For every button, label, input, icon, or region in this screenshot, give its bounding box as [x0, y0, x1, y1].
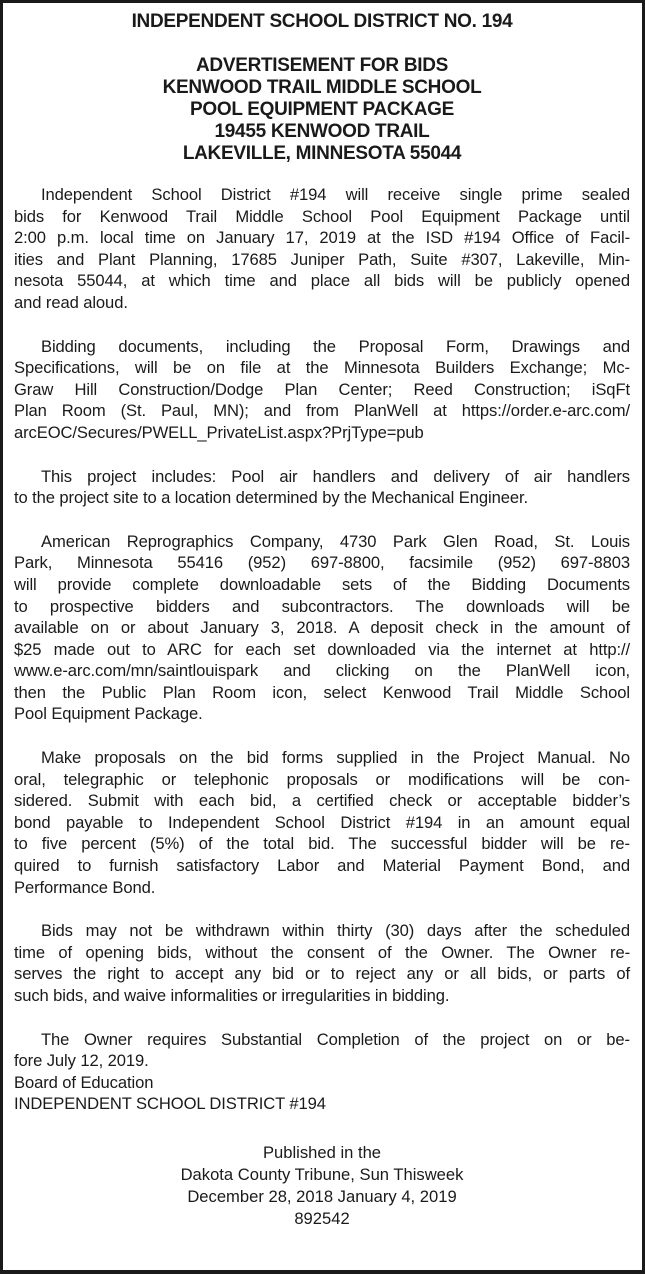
paragraph-line: arcEOC/Secures/PWELL_PrivateList.aspx?PrjType=pub — [14, 422, 424, 442]
paragraph-line: bids for Kenwood Trail Middle School Pool Equipment Package until — [14, 206, 630, 226]
paragraph-line: to five percent (5%) of the total bid. The successful bidder will be re- — [14, 834, 630, 854]
paragraph — [14, 184, 630, 314]
publication-id: 892542 — [294, 1208, 350, 1228]
publication-line: December 28, 2018 January 4, 2019 — [187, 1186, 457, 1206]
paragraph-line: Bids may not be withdrawn within thirty (30) days after the scheduled — [41, 921, 630, 941]
publication-line: Dakota County Tribune, Sun Thisweek — [180, 1164, 464, 1184]
paragraph-line: Specifications, will be on file at the Minnesota Builders Exchange; Mc- — [14, 358, 630, 378]
paragraph-line: 2:00 p.m. local time on January 17, 2019 at the ISD #194 Office of Facil- — [14, 228, 630, 248]
heading-line: LAKEVILLE, MINNESOTA 55044 — [182, 143, 462, 164]
district-title: INDEPENDENT SCHOOL DISTRICT NO. 194 — [131, 11, 513, 32]
closing — [14, 1029, 630, 1115]
paragraph-line: then the Public Plan Room icon, select Kenwood Trail Middle School — [14, 682, 630, 702]
paragraph-line: bond payable to Independent School District #194 in an amount equal — [14, 812, 630, 832]
paragraph-line: sidered. Submit with each bid, a certified check or acceptable bidder’s — [14, 791, 630, 811]
paragraph — [14, 747, 630, 898]
signature-line: Board of Education — [14, 1072, 154, 1092]
paragraph-line: www.e-arc.com/mn/saintlouispark and clicking on the PlanWell icon, — [14, 661, 630, 681]
paragraph — [14, 466, 630, 509]
heading-line: ADVERTISEMENT FOR BIDS — [195, 55, 449, 76]
closing-line: fore July 12, 2019. — [14, 1051, 149, 1071]
paragraph — [14, 920, 630, 1006]
paragraph-line: to prospective bidders and subcontractors. The downloads will be — [14, 596, 630, 616]
paragraph-line: Performance Bond. — [14, 877, 156, 897]
closing-line: The Owner requires Substantial Completion of the project on or be- — [41, 1029, 630, 1049]
publication-line: Published in the — [262, 1142, 382, 1162]
heading-line: POOL EQUIPMENT PACKAGE — [189, 99, 454, 120]
paragraph-line: $25 made out to ARC for each set downloaded via the internet at http:// — [14, 639, 630, 659]
heading-block — [14, 55, 630, 165]
paragraph-line: nesota 55044, at which time and place all bids will be publicly opened — [14, 271, 630, 291]
paragraph — [14, 336, 630, 444]
paragraph-line: Graw Hill Construction/Dodge Plan Center; Reed Construction; iSqFt — [14, 379, 630, 399]
paragraph-line: time of opening bids, without the consent of the Owner. The Owner re- — [14, 942, 630, 962]
paragraph-line: serves the right to accept any bid or to reject any or all bids, or parts of — [14, 964, 630, 984]
paragraph-line: oral, telegraphic or telephonic proposals or modifications will be con- — [14, 769, 630, 789]
paragraph-line: quired to furnish satisfactory Labor and Material Payment Bond, and — [14, 856, 630, 876]
paragraph-line: available on or about January 3, 2018. A deposit check in the amount of — [14, 618, 630, 638]
publication-info — [14, 1142, 630, 1230]
paragraph-line: Bidding documents, including the Proposal Form, Drawings and — [41, 336, 630, 356]
paragraph — [14, 531, 630, 725]
paragraph-line: American Reprographics Company, 4730 Park Glen Road, St. Louis — [41, 531, 630, 551]
paragraph-line: This project includes: Pool air handlers and delivery of air handlers — [41, 466, 630, 486]
paragraph-line: and read aloud. — [14, 292, 128, 312]
paragraph-line: Plan Room (St. Paul, MN); and from PlanWell at https://order.e-arc.com/ — [14, 401, 630, 421]
paragraph-line: Pool Equipment Package. — [14, 704, 203, 724]
heading-line: 19455 KENWOOD TRAIL — [214, 121, 430, 142]
paragraph-line: to the project site to a location determined by the Mechanical Engineer. — [14, 488, 528, 508]
heading-line: KENWOOD TRAIL MIDDLE SCHOOL — [162, 77, 482, 98]
signature-line: INDEPENDENT SCHOOL DISTRICT #194 — [14, 1094, 326, 1114]
paragraph-line: ities and Plant Planning, 17685 Juniper Path, Suite #307, Lakeville, Min- — [14, 249, 630, 269]
paragraph-line: will provide complete downloadable sets of the Bidding Documents — [14, 574, 630, 594]
paragraph-line: Independent School District #194 will receive single prime sealed — [41, 185, 630, 204]
paragraph-line: such bids, and waive informalities or irregularities in bidding. — [14, 986, 450, 1005]
paragraph-line: Make proposals on the bid forms supplied in the Project Manual. No — [41, 748, 630, 768]
notice-body — [14, 184, 630, 1007]
paragraph-line: Park, Minnesota 55416 (952) 697-8800, facsimile (952) 697-8803 — [14, 553, 630, 573]
